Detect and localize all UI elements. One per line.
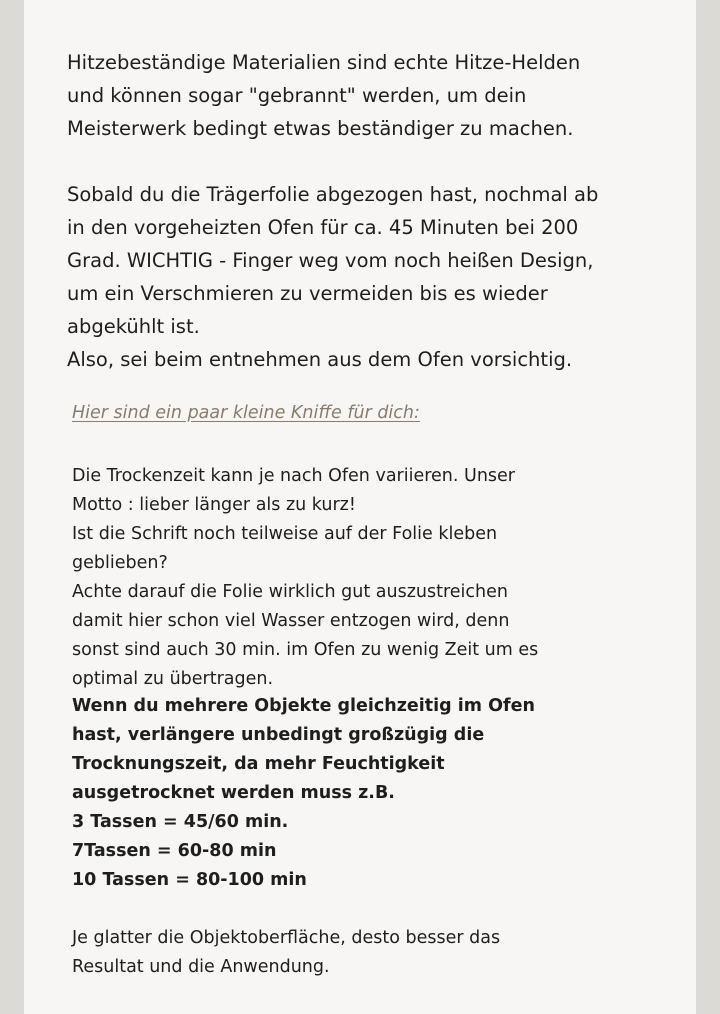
text-line: Achte darauf die Folie wirklich gut auszustreichen <box>72 582 508 602</box>
text-line: damit hier schon viel Wasser entzogen wird, denn <box>72 611 510 631</box>
text-line: Meisterwerk bedingt etwas beständiger zu machen. <box>67 117 574 140</box>
text-line: Trocknungszeit, da mehr Feuchtigkeit <box>72 754 445 774</box>
text-line: abgekühlt ist. <box>67 315 200 338</box>
text-line: ausgetrocknet werden muss z.B. <box>72 783 395 803</box>
text-line: sonst sind auch 30 min. im Ofen zu wenig Zeit um es <box>72 640 539 660</box>
text-line: 3 Tassen = 45/60 min. <box>72 812 289 832</box>
intro-paragraph <box>67 46 667 145</box>
text-line: Die Trockenzeit kann je nach Ofen variieren. Unser <box>72 466 516 486</box>
text-line: 7Tassen = 60-80 min <box>72 841 277 861</box>
text-line: Resultat und die Anwendung. <box>72 957 330 977</box>
text-line: 10 Tassen = 80-100 min <box>72 870 307 890</box>
closing-paragraph <box>72 924 672 982</box>
text-line: in den vorgeheizten Ofen für ca. 45 Minuten bei 200 <box>67 216 579 239</box>
text-line: Motto : lieber länger als zu kurz! <box>72 495 356 515</box>
text-line: Wenn du mehrere Objekte gleichzeitig im Ofen <box>72 696 535 716</box>
tips-paragraph <box>72 462 672 694</box>
text-line: um ein Verschmieren zu vermeiden bis es wieder <box>67 282 548 305</box>
text-line: optimal zu übertragen. <box>72 669 274 689</box>
document-page <box>24 0 696 1014</box>
bold-note-paragraph <box>72 692 672 895</box>
text-line: geblieben? <box>72 553 168 573</box>
text-line: Sobald du die Trägerfolie abgezogen hast, nochmal ab <box>67 183 599 206</box>
instructions-paragraph <box>67 178 667 376</box>
text-line: Ist die Schrift noch teilweise auf der Folie kleben <box>72 524 498 544</box>
text-line: Grad. WICHTIG - Finger weg vom noch heißen Design, <box>67 249 594 272</box>
text-line: und können sogar "gebrannt" werden, um dein <box>67 84 527 107</box>
tips-heading: Hier sind ein paar kleine Kniffe für dich: <box>72 403 420 423</box>
text-line: Je glatter die Objektoberfläche, desto besser das <box>72 928 501 948</box>
text-line: Also, sei beim entnehmen aus dem Ofen vorsichtig. <box>67 348 573 371</box>
text-line: Hitzebeständige Materialien sind echte Hitze-Helden <box>67 51 581 74</box>
text-line: hast, verlängere unbedingt großzügig die <box>72 725 485 745</box>
